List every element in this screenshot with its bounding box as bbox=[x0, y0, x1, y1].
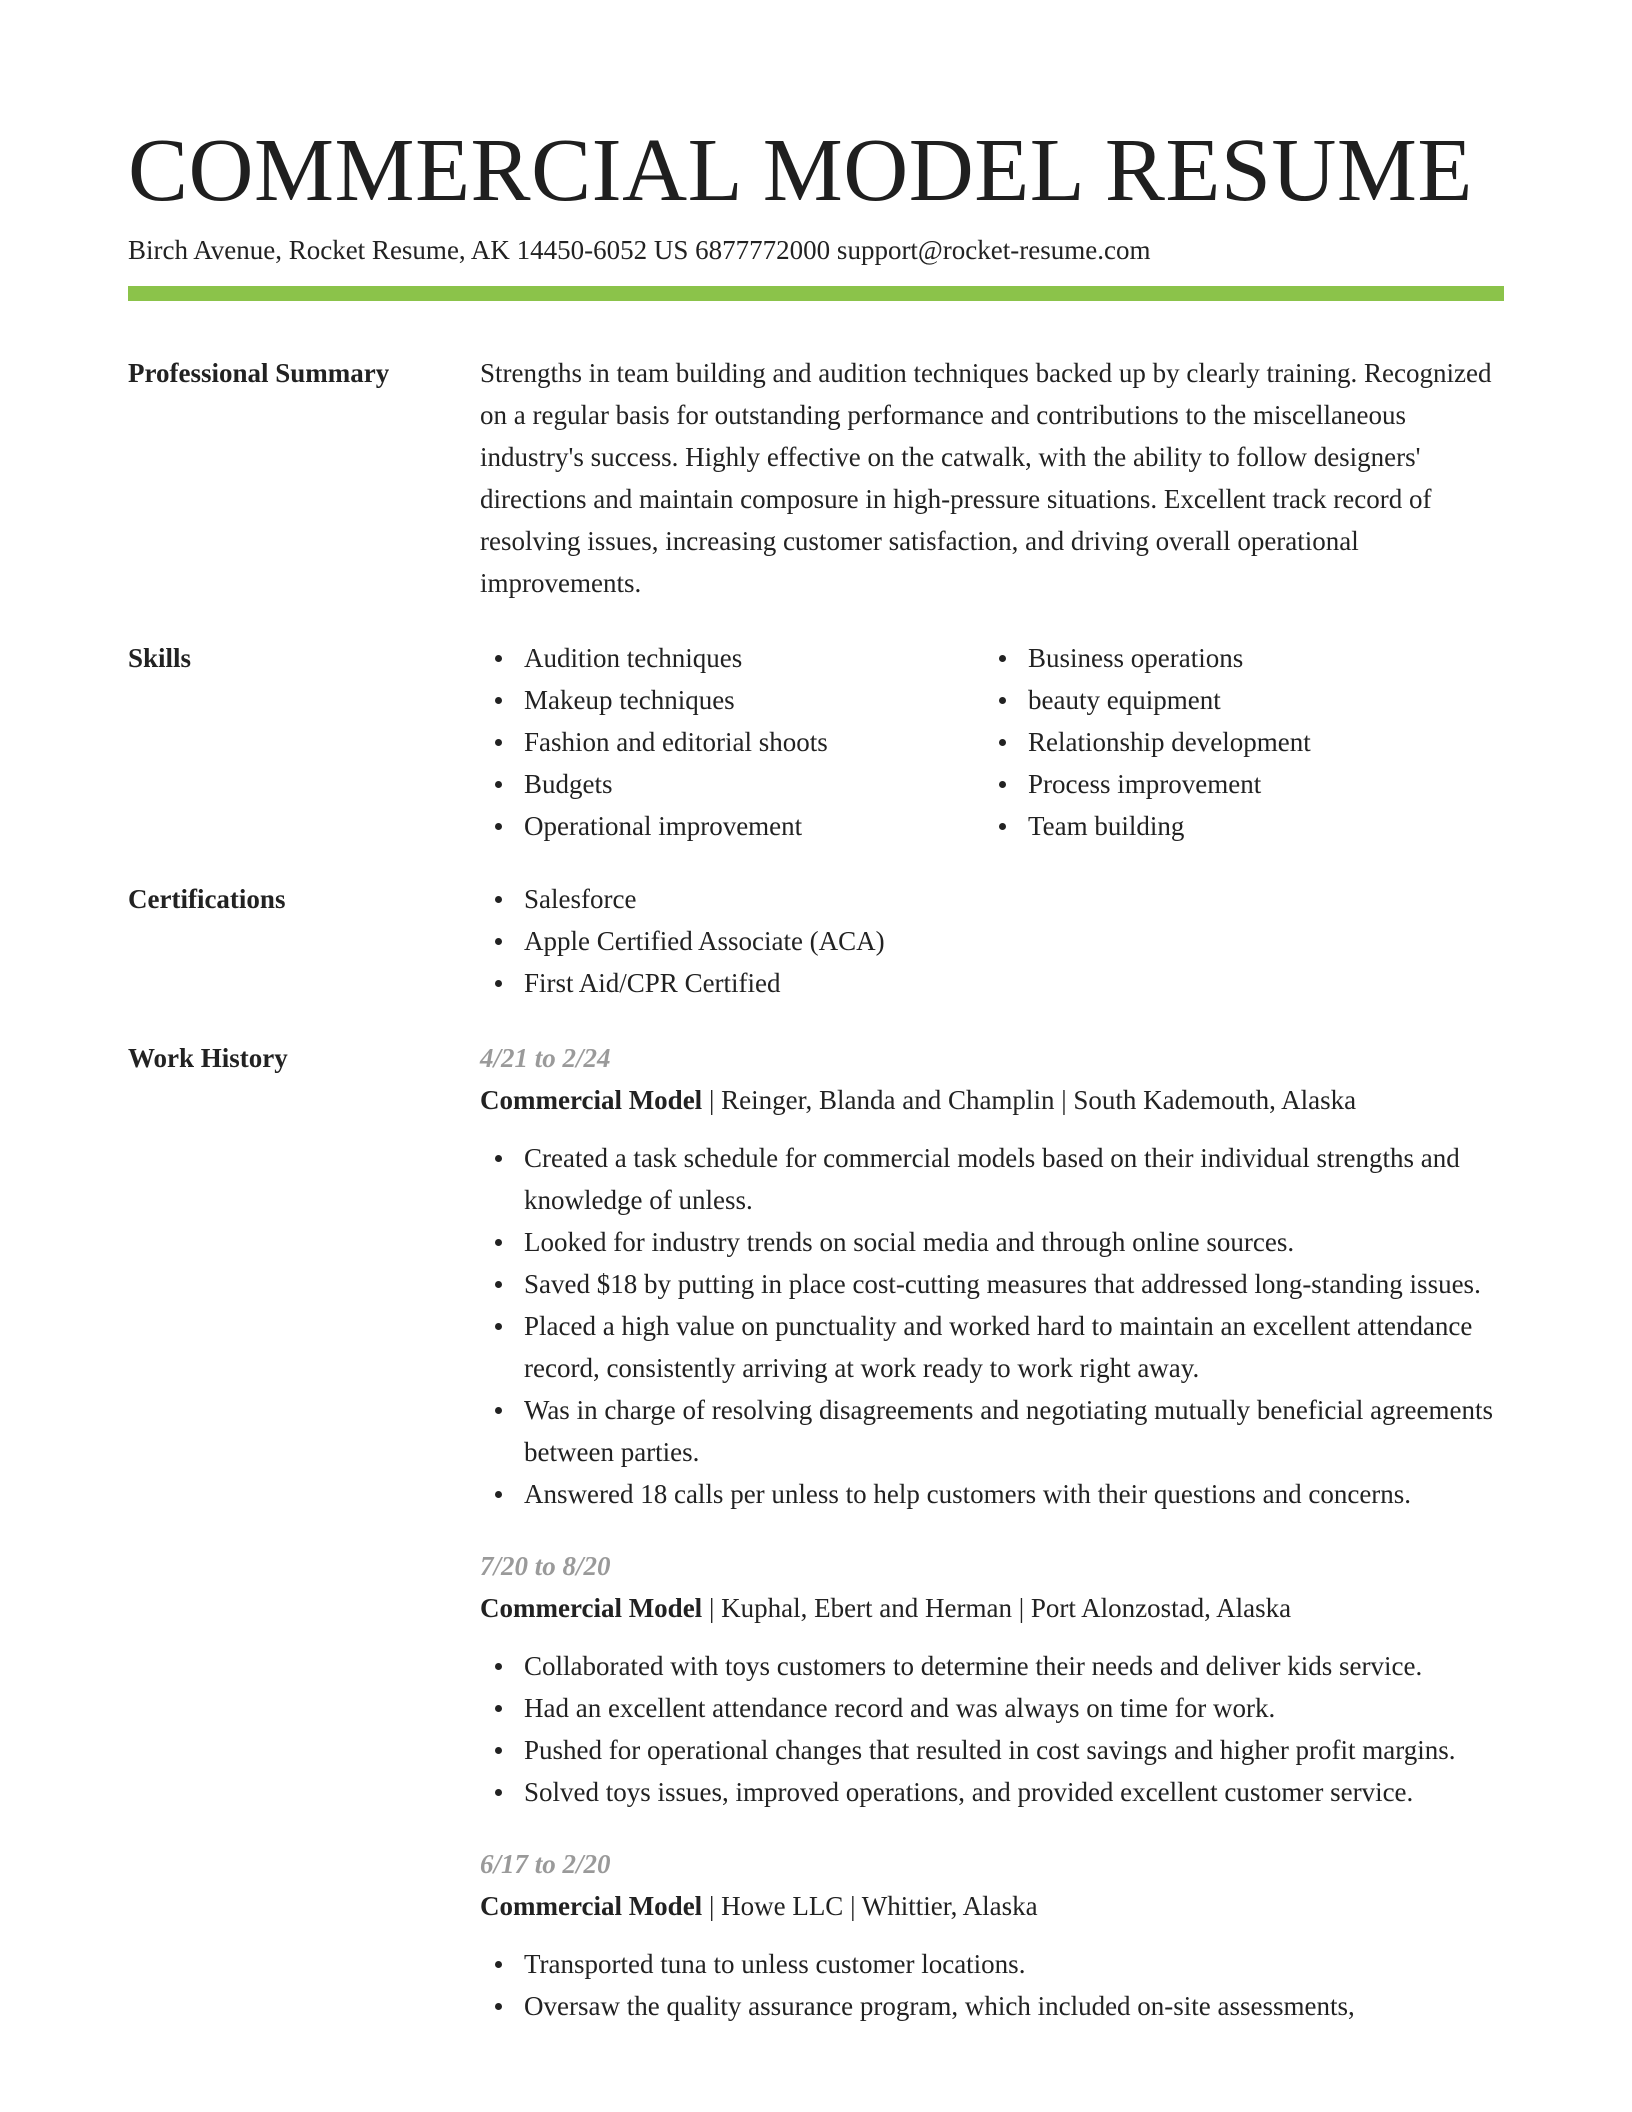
summary-heading: Professional Summary bbox=[128, 358, 390, 388]
job-bullet: Created a task schedule for commercial models based on their individual strengths and knowledge of unless. bbox=[480, 1137, 1510, 1221]
job-dates: 6/17 to 2/20 bbox=[480, 1849, 611, 1879]
skill-item: Team building bbox=[984, 805, 1488, 847]
job-bullet: Collaborated with toys customers to determine their needs and deliver kids service. bbox=[480, 1645, 1510, 1687]
certification-item: Apple Certified Associate (ACA) bbox=[480, 920, 1510, 962]
work-history-body bbox=[480, 1037, 1510, 2057]
skill-item: Audition techniques bbox=[480, 637, 984, 679]
certification-item: First Aid/CPR Certified bbox=[480, 962, 1510, 1004]
job-dates: 4/21 to 2/24 bbox=[480, 1043, 611, 1073]
skill-item: Budgets bbox=[480, 763, 984, 805]
skill-item: Process improvement bbox=[984, 763, 1488, 805]
job-bullet: Saved $18 by putting in place cost-cutting measures that addressed long-standing issues. bbox=[480, 1263, 1510, 1305]
skill-item: Business operations bbox=[984, 637, 1488, 679]
certifications-heading: Certifications bbox=[128, 884, 286, 914]
contact-line: Birch Avenue, Rocket Resume, AK 14450-6052 US 6877772000 support@rocket-resume.com bbox=[128, 235, 1151, 265]
job-header bbox=[480, 1079, 1510, 1121]
job-title: Commercial Model bbox=[480, 1085, 703, 1115]
job-header bbox=[480, 1885, 1510, 1927]
certifications-body bbox=[480, 878, 1510, 1004]
certifications-list bbox=[480, 878, 1510, 1004]
skills-body bbox=[480, 637, 1510, 847]
skills-list-right bbox=[984, 637, 1488, 847]
job-bullet: Transported tuna to unless customer locations. bbox=[480, 1943, 1510, 1985]
job-title: Commercial Model bbox=[480, 1891, 703, 1921]
job-bullet: Placed a high value on punctuality and worked hard to maintain an excellent attendance record, consistently arriving at work ready to work right away. bbox=[480, 1305, 1510, 1389]
job-bullet: Pushed for operational changes that resulted in cost savings and higher profit margins. bbox=[480, 1729, 1510, 1771]
resume-title: COMMERCIAL MODEL RESUME bbox=[128, 121, 1473, 220]
job-bullet: Oversaw the quality assurance program, which included on-site assessments, bbox=[480, 1985, 1510, 2027]
job-dates: 7/20 to 8/20 bbox=[480, 1551, 611, 1581]
job-bullet: Answered 18 calls per unless to help customers with their questions and concerns. bbox=[480, 1473, 1510, 1515]
job-details: | Howe LLC | Whittier, Alaska bbox=[702, 1891, 1038, 1921]
job-entry bbox=[480, 1843, 1510, 2027]
job-bullet: Had an excellent attendance record and was always on time for work. bbox=[480, 1687, 1510, 1729]
job-bullet: Solved toys issues, improved operations, and provided excellent customer service. bbox=[480, 1771, 1510, 1813]
certification-item: Salesforce bbox=[480, 878, 1510, 920]
work-history-heading: Work History bbox=[128, 1043, 288, 1073]
skill-item: Operational improvement bbox=[480, 805, 984, 847]
job-bullet: Was in charge of resolving disagreements and negotiating mutually beneficial agreements between parties. bbox=[480, 1389, 1510, 1473]
skill-item: Relationship development bbox=[984, 721, 1488, 763]
job-details: | Kuphal, Ebert and Herman | Port Alonzostad, Alaska bbox=[702, 1593, 1292, 1623]
job-details: | Reinger, Blanda and Champlin | South Kademouth, Alaska bbox=[702, 1085, 1357, 1115]
job-entry bbox=[480, 1037, 1510, 1515]
skill-item: Makeup techniques bbox=[480, 679, 984, 721]
skill-item: Fashion and editorial shoots bbox=[480, 721, 984, 763]
job-bullets bbox=[480, 1137, 1510, 1515]
job-entry bbox=[480, 1545, 1510, 1813]
job-bullets bbox=[480, 1943, 1510, 2027]
job-title: Commercial Model bbox=[480, 1593, 703, 1623]
skills-heading: Skills bbox=[128, 643, 192, 673]
summary-text: Strengths in team building and audition techniques backed up by clearly training. Recognized on a regular basis for outstanding performance and contributions to the miscellaneous industry's success. Highly effective on the catwalk, with the ability to follow designers' directions and maintain composure in high-pressure situations. Excellent track record of resolving issues, increasing customer satisfaction, and driving overall operational improvements. bbox=[480, 358, 1492, 598]
skill-item: beauty equipment bbox=[984, 679, 1488, 721]
job-bullet: Looked for industry trends on social media and through online sources. bbox=[480, 1221, 1510, 1263]
job-bullets bbox=[480, 1645, 1510, 1813]
skills-list-left bbox=[480, 637, 984, 847]
header-divider bbox=[128, 286, 1504, 301]
job-header bbox=[480, 1587, 1510, 1629]
summary-body bbox=[480, 352, 1504, 604]
